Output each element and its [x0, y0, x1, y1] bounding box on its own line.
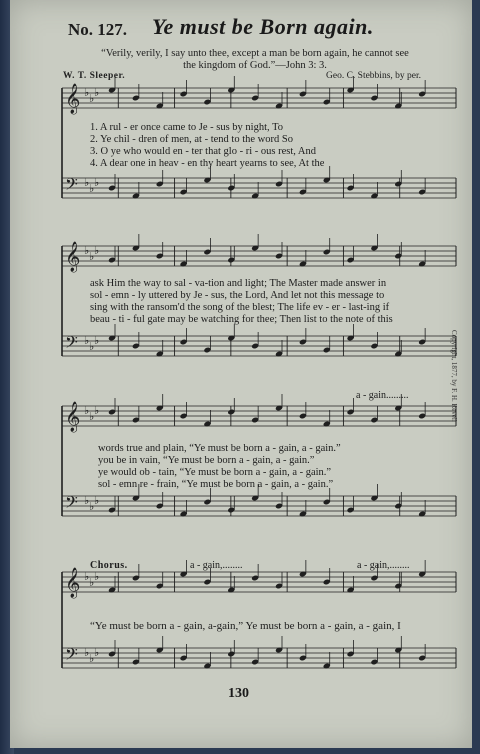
flat-sign: ♭	[89, 340, 95, 353]
flat-sign: ♭	[94, 86, 100, 99]
flat-sign: ♭	[84, 86, 90, 99]
verse-1-line-2: ask Him the way to sal - va-tion and light; The Master made answer in	[90, 278, 387, 289]
flat-sign: ♭	[84, 244, 90, 257]
treble-clef: 𝄞	[65, 402, 81, 432]
copyright-note: Copyright, 1877, by F. H. Revell	[450, 330, 458, 422]
flat-sign: ♭	[89, 250, 95, 263]
flat-sign: ♭	[84, 646, 90, 659]
system-3-above-text: a - gain.........	[356, 390, 409, 401]
flat-sign: ♭	[84, 494, 90, 507]
flat-sign: ♭	[84, 570, 90, 583]
bass-clef: 𝄢	[65, 174, 78, 198]
flat-sign: ♭	[89, 410, 95, 423]
chorus-label: Chorus.	[90, 560, 128, 571]
flat-sign: ♭	[94, 646, 100, 659]
treble-clef: 𝄞	[65, 84, 81, 114]
flat-sign: ♭	[94, 176, 100, 189]
epigraph-line-2: the kingdom of God.”—John 3: 3.	[183, 60, 327, 71]
verse-2-line-1: 2. Ye chil - dren of men, at - tend to the word So	[90, 134, 293, 145]
hymn-number: No. 127.	[68, 20, 128, 39]
flat-sign: ♭	[84, 176, 90, 189]
bass-clef: 𝄢	[65, 492, 78, 516]
chorus-lyric: “Ye must be born a - gain, a-gain,” Ye must be born a - gain, a - gain, I	[90, 620, 401, 632]
composer-credit: Geo. C. Stebbins, by per.	[326, 71, 421, 81]
lyricist-credit: W. T. Sleeper.	[63, 71, 126, 81]
flat-sign: ♭	[89, 92, 95, 105]
bass-clef: 𝄢	[65, 644, 78, 668]
treble-clef: 𝄞	[65, 568, 81, 598]
flat-sign: ♭	[89, 576, 95, 589]
verse-4-line-2: beau - ti - ful gate may be watching for thee; Then list to the note of this	[90, 314, 393, 325]
flat-sign: ♭	[94, 570, 100, 583]
verse-1-line-1: 1. A rul - er once came to Je - sus by night, To	[90, 122, 283, 133]
verse-2-line-2: sol - emn - ly uttered by Je - sus, the Lord, And let not this message to	[90, 290, 385, 301]
flat-sign: ♭	[89, 652, 95, 665]
verse-2-line-3: you be in vain, “Ye must be born a - gain, a - gain.”	[98, 455, 315, 466]
bass-clef: 𝄢	[65, 332, 78, 356]
page-number: 130	[228, 686, 249, 701]
flat-sign: ♭	[94, 404, 100, 417]
flat-sign: ♭	[94, 494, 100, 507]
flat-sign: ♭	[84, 404, 90, 417]
verse-4-line-1: 4. A dear one in heav - en thy heart yearns to see, At the	[90, 158, 325, 169]
treble-clef: 𝄞	[65, 242, 81, 272]
verse-3-line-2: sing with the ransom'd the song of the blest; The life ev - er - last-ing if	[90, 302, 390, 313]
chorus-above-text-1: a - gain,........	[190, 560, 243, 571]
verse-1-line-3: words true and plain, “Ye must be born a - gain, a - gain.”	[98, 443, 341, 454]
verse-3-line-3: ye would ob - tain, “Ye must be born a - gain, a - gain.”	[98, 467, 332, 478]
verse-4-line-3: sol - emn re - frain, “Ye must be born a - gain, a - gain.”	[98, 479, 334, 490]
verse-3-line-1: 3. O ye who would en - ter that glo - ri - ous rest, And	[90, 146, 317, 157]
flat-sign: ♭	[84, 334, 90, 347]
flat-sign: ♭	[89, 500, 95, 513]
chorus-above-text-2: a - gain,........	[357, 560, 410, 571]
flat-sign: ♭	[89, 182, 95, 195]
flat-sign: ♭	[94, 244, 100, 257]
hymn-title: Ye must be Born again.	[152, 14, 374, 39]
flat-sign: ♭	[94, 334, 100, 347]
epigraph-line-1: “Verily, verily, I say unto thee, except a man be born again, he cannot see	[101, 48, 409, 59]
